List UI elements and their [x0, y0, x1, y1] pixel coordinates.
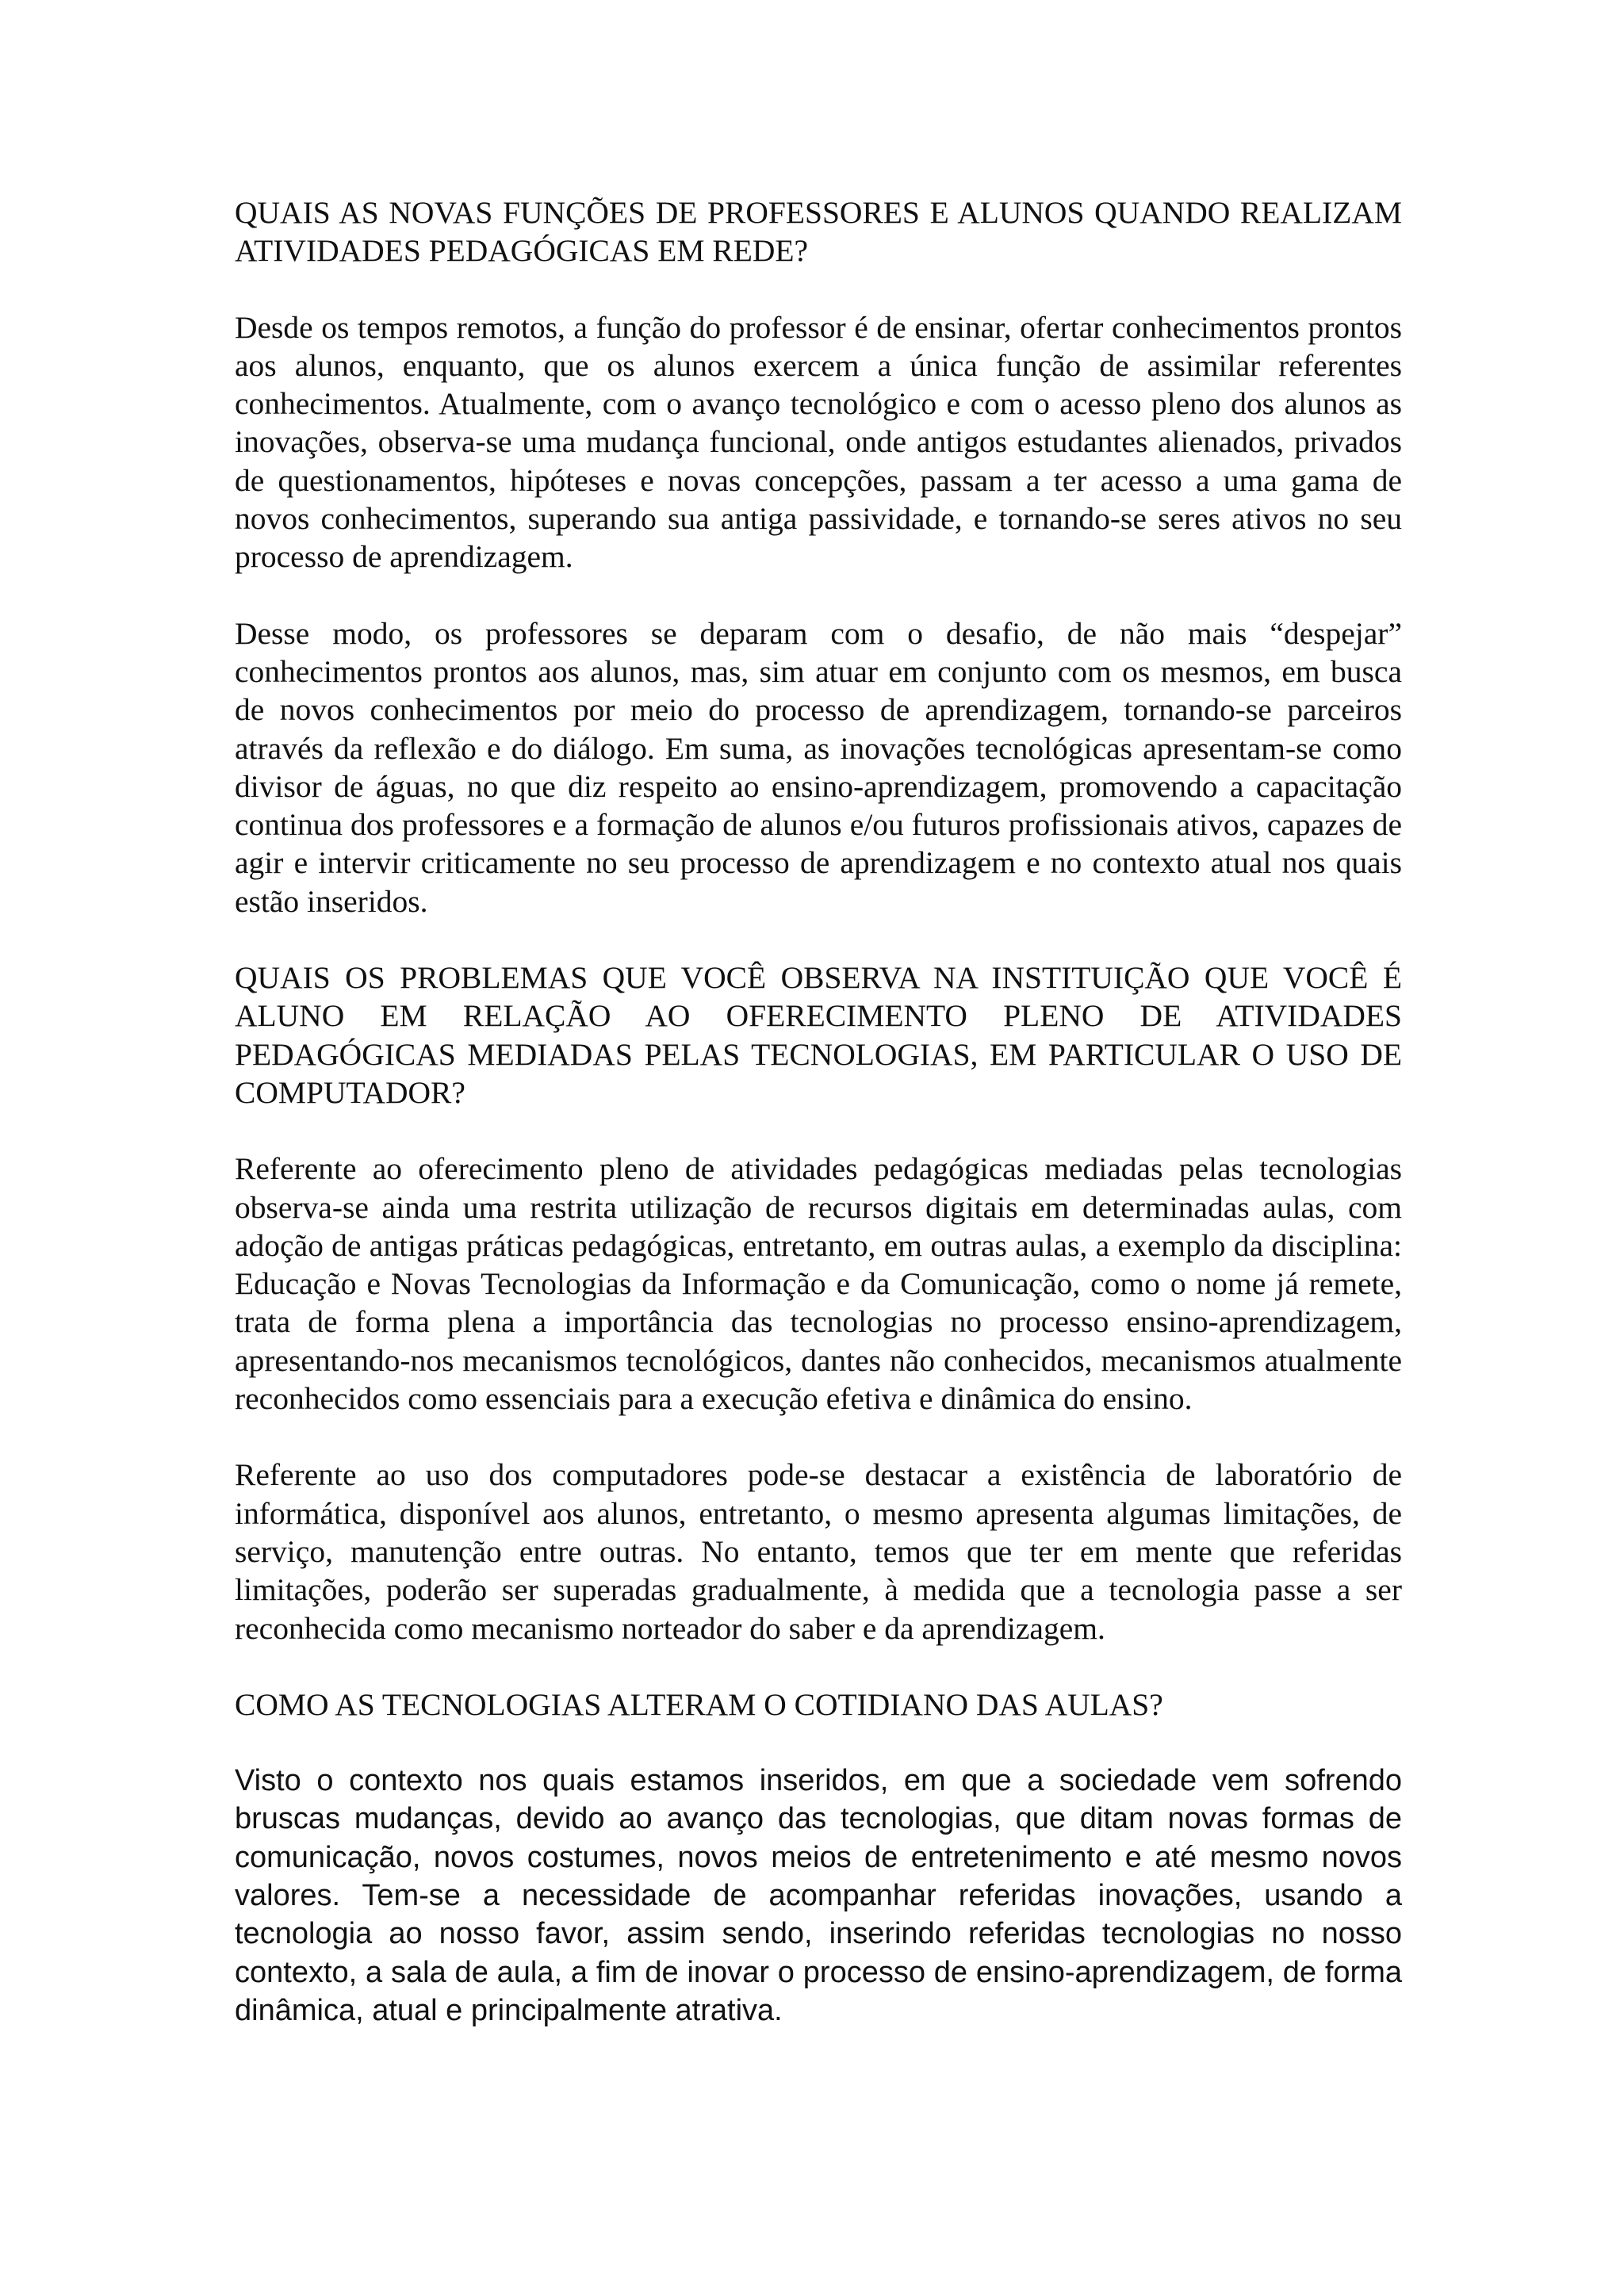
section-2-paragraph-1: Referente ao oferecimento pleno de atividades pedagógicas mediadas pelas tecnologias observa-se ainda uma restrita utilização de recursos digitais em determinadas aulas, com adoção de antigas práticas pedagógicas, entretanto, em outras aulas, a exemplo da disciplina: Educação e Novas Tecnologias da Informação e da Comunicação, como o nome já remete, trata de forma plena a importância das tecnologias no processo ensino-aprendizagem, apresentando-nos mecanismos tecnológicos, dantes não conhecidos, mecanismos atualmente reconhecidos como essenciais para a execução efetiva e dinâmica do ensino. — [235, 1151, 1402, 1417]
section-2-paragraph-2: Referente ao uso dos computadores pode-se destacar a existência de laboratório de informática, disponível aos alunos, entretanto, o mesmo apresenta algumas limitações, de serviço, manutenção entre outras. No entanto, temos que ter em mente que referidas limitações, poderão ser superadas gradualmente, à medida que a tecnologia passe a ser reconhecida como mecanismo norteador do saber e da aprendizagem. — [235, 1457, 1402, 1646]
section-3-paragraph-1: Visto o contexto nos quais estamos inseridos, em que a sociedade vem sofrendo bruscas mudanças, devido ao avanço das tecnologias, que ditam novas formas de comunicação, novos costumes, novos meios de entretenimento e até mesmo novos valores. Tem-se a necessidade de acompanhar referidas inovações, usando a tecnologia ao nosso favor, assim sendo, inserindo referidas tecnologias no nosso contexto, a sala de aula, a fim de inovar o processo de ensino-aprendizagem, de forma dinâmica, atual e principalmente atrativa. — [235, 1764, 1402, 2027]
section-1-heading: QUAIS AS NOVAS FUNÇÕES DE PROFESSORES E ALUNOS QUANDO REALIZAM ATIVIDADES PEDAGÓGICAS EM REDE? — [235, 195, 1402, 269]
section-3-heading: COMO AS TECNOLOGIAS ALTERAM O COTIDIANO DAS AULAS? — [235, 1686, 1163, 1722]
document-page — [235, 193, 1402, 2030]
section-2-heading: QUAIS OS PROBLEMAS QUE VOCÊ OBSERVA NA INSTITUIÇÃO QUE VOCÊ É ALUNO EM RELAÇÃO AO OFERECIMENTO PLENO DE ATIVIDADES PEDAGÓGICAS MEDIADAS PELAS TECNOLOGIAS, EM PARTICULAR O USO DE COMPUTADOR? — [235, 960, 1402, 1110]
section-1-paragraph-1: Desde os tempos remotos, a função do professor é de ensinar, ofertar conhecimentos prontos aos alunos, enquanto, que os alunos exercem a única função de assimilar referentes conhecimentos. Atualmente, com o avanço tecnológico e com o acesso pleno dos alunos as inovações, observa-se uma mudança funcional, onde antigos estudantes alienados, privados de questionamentos, hipóteses e novas concepções, passam a ter acesso a uma gama de novos conhecimentos, superando sua antiga passividade, e tornando-se seres ativos no seu processo de aprendizagem. — [235, 309, 1402, 575]
section-1-paragraph-2: Desse modo, os professores se deparam com o desafio, de não mais “despejar” conhecimentos prontos aos alunos, mas, sim atuar em conjunto com os mesmos, em busca de novos conhecimentos por meio do processo de aprendizagem, tornando-se parceiros através da reflexão e do diálogo. Em suma, as inovações tecnológicas apresentam-se como divisor de águas, no que diz respeito ao ensino-aprendizagem, promovendo a capacitação continua dos professores e a formação de alunos e/ou futuros profissionais ativos, capazes de agir e intervir criticamente no seu processo de aprendizagem e no contexto atual nos quais estão inseridos. — [235, 615, 1402, 919]
